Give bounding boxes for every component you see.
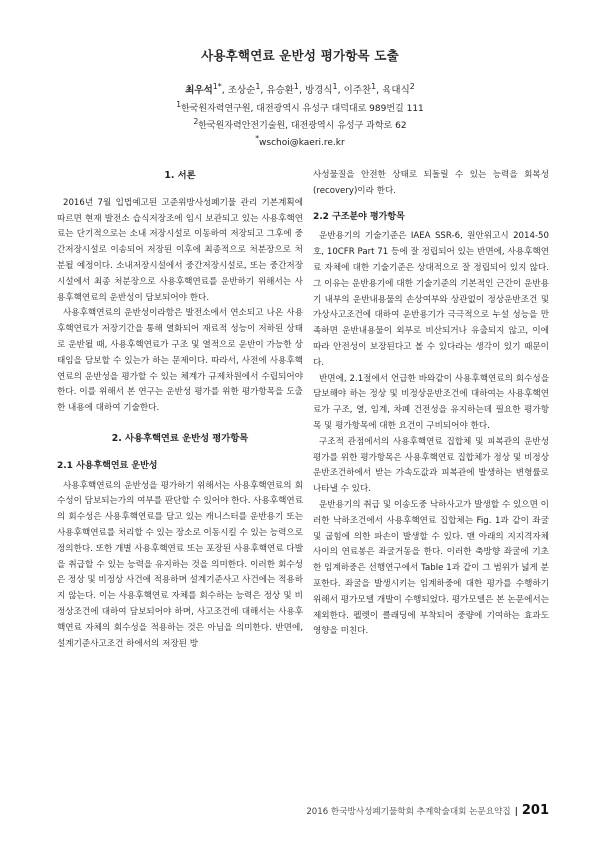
left-column: [57, 168, 303, 652]
section-2-heading: 2. 사용후핵연료 운반성 평가항목: [111, 432, 249, 444]
email-sup: *: [255, 134, 260, 143]
affiliation-1-text: 한국원자력연구원, 대전광역시 유성구 대덕대로 989번길 111: [180, 104, 424, 114]
author-sep: ,: [260, 85, 267, 97]
author-5-sup: 1: [371, 82, 377, 91]
section-2-2-heading: 2.2 구조분야 평가항목: [313, 211, 405, 222]
paragraph: 사용후핵연료의 운반성이라함은 발전소에서 연소되고 나온 사용후핵연료가 저장기간을 통해 열화되어 재료적 성능이 저하된 상태로 운반될 때, 사용후핵연료가 구조 및 열적으로 운반이 가능한 상태임을 담보할 수 있는가 하는 문제이다. 따라서, 사전에 사용후핵연료의 운반성을 평가할 수 있는 체계가 규제차원에서 수립되어야 한다. 이를 위해서 본 연구는 운반성 평가를 위한 평가항목을 도출한 내용에 대하여 기술한다.: [57, 308, 303, 414]
paper-title: 사용후핵연료 운반성 평가항목 도출: [201, 48, 399, 63]
proceedings-title: 2016 한국방사성폐기물학회 추계학술대회 논문요약집: [306, 807, 511, 817]
paragraph: 운반용기의 기술기준은 IAEA SSR-6, 원안위고시 2014-50호, 10CFR Part 71 등에 잘 정립되어 있는 반면에, 사용후핵연료 자체에 대한 기술기준은 상대적으로 잘 정립되어 있지 않다. 그 이유는 운반용기에 대한 기술기준의 기본적인 근간이 운반용기 내부의 운반내용물의 손상여부와 상관없이 정상운반조건 및 가상사고조건에 대하여 운반용기가 극극적으로 누설 성능을 만족하면 운반내용물이 외부로 비산되거나 유출되지 않고, 이에 따라 안전성이 보장된다고 볼 수 있다라는 생각이 있기 때문이다.: [313, 231, 549, 368]
author-sep: ,: [337, 85, 344, 97]
affiliation-2: [0, 117, 600, 131]
paragraph: 구조적 관점에서의 사용후핵연료 집합체 및 피복관의 운반성 평가를 위한 평가항목은 사용후핵연료 집합체가 정상 및 비정상운반조건하에서 받는 가속도값과 피복관에 발생하는 변형률로 나타낼 수 있다.: [313, 436, 549, 495]
author-sep: ,: [298, 85, 305, 97]
author-3: 유승환: [266, 85, 294, 97]
affiliation-2-text: 한국원자력안전기술원, 대전광역시 유성구 과학로 62: [198, 121, 407, 131]
section-1-heading: 1. 서론: [164, 170, 196, 181]
author-1: 최우석: [185, 85, 213, 97]
paragraph: 반면에, 2.1절에서 언급한 바와같이 사용후핵연료의 회수성을 담보해야 하는 정상 및 비정상운반조건에 대하여는 사용후핵연료가 구조, 열, 임계, 차폐 건전성을 유지하는데 필요한 평가항목 및 평가항목에 대한 요건이 구비되어야 한다.: [313, 373, 549, 431]
author-sep: ,: [376, 85, 383, 97]
author-1-sup: 1*: [212, 82, 222, 91]
author-6: 육대식: [382, 85, 410, 97]
author-3-sup: 1: [293, 82, 299, 91]
author-2: 조상순: [227, 85, 256, 97]
affiliation-1-sup: 1: [176, 100, 181, 109]
affiliation-1: [0, 100, 600, 114]
affiliation-2-sup: 2: [193, 117, 199, 126]
author-4: 방경식: [305, 85, 333, 97]
section-2-1-heading: 2.1 사용후핵연료 운반성: [57, 460, 158, 471]
paragraph-continuation: 사성물질을 안전한 상태로 되돌릴 수 있는 능력을 회복성(recovery)이라 한다.: [313, 170, 549, 196]
paragraph: 2016년 7월 입법예고된 고준위방사성폐기물 관리 기본계획에 따르면 현재 발전소 습식저장조에 임시 보관되고 있는 사용후핵연료는 단기적으로는 소내 저장시설로 이동하여 저장되고 그후에 중간저장시설로 이송되어 저장된 이후에 최종적으로 처분장으로 처분될 예정이다. 소내저장시설에서 중간저장시설로, 또는 중간저장시설에서 최종 처분장으로 사용후핵연료를 운반하기 위해서는 사용후핵연료의 운반성이 담보되어야 한다.: [57, 197, 303, 303]
email-text: wschoi@kaeri.re.kr: [259, 138, 345, 148]
page-footer: [306, 803, 549, 818]
author-6-sup: 2: [409, 82, 415, 91]
author-4-sup: 1: [332, 82, 338, 91]
paragraph: 사용후핵연료의 운반성을 평가하기 위해서는 사용후핵연료의 회수성이 담보되는가의 여부를 판단할 수 있어야 한다. 사용후핵연료의 회수성은 사용후핵연료를 담고 있는 캐니스터를 운반용기 또는 사용후핵연료를 처리할 수 있는 장소로 이동시킬 수 있는 능력으로 정의한다. 또한 개별 사용후핵연료 또는 포장된 사용후핵연료 다발을 취급할 수 있는 능력을 유지하는 것을 의미한다. 이러한 회수성은 정상 및 비정상 사건에 적용하며 설계기준사고 사건에는 적용하지 않는다. 이는 사용후핵연료 자체를 회수하는 능력은 정상 및 비정상조건에 대하여 담보되어야 하며, 사고조건에 대해서는 사용후핵연료 자체의 회수성을 적용하는 것은 아님을 의미한다. 반면에, 설계기준사고조건 하에서의 저장된 방: [57, 480, 303, 649]
corresponding-email: [0, 134, 600, 148]
page-number: 201: [521, 803, 549, 818]
author-2-sup: 1: [255, 82, 261, 91]
author-list: [0, 82, 600, 96]
right-column: [313, 168, 549, 640]
paragraph: 운반용기의 취급 및 이송도중 낙하사고가 발생할 수 있으면 이러한 낙하조건에서 사용후핵연료 집합체는 Fig. 1과 같이 좌굴 및 굽힘에 의한 파손이 발생할 수 있다. 맨 아래의 지지격자체 사이의 연료봉은 좌굴거동을 한다. 이러한 축방향 좌굴에 기초한 임계하중은 선행연구에서 Table 1과 같이 그 범위가 넓게 분포한다. 좌굴을 발생시키는 임계하중에 대한 평가를 수행하기 위해서 평가모델 개발이 수행되었다. 평가모델은 본 논문에서는 제외한다. 펠렛이 클래딩에 부착되어 중량에 기여하는 효과도 영향을 미친다.: [313, 499, 549, 637]
footer-separator: |: [514, 807, 518, 817]
author-sep: ,: [221, 85, 228, 97]
author-5: 이주찬: [343, 85, 372, 97]
